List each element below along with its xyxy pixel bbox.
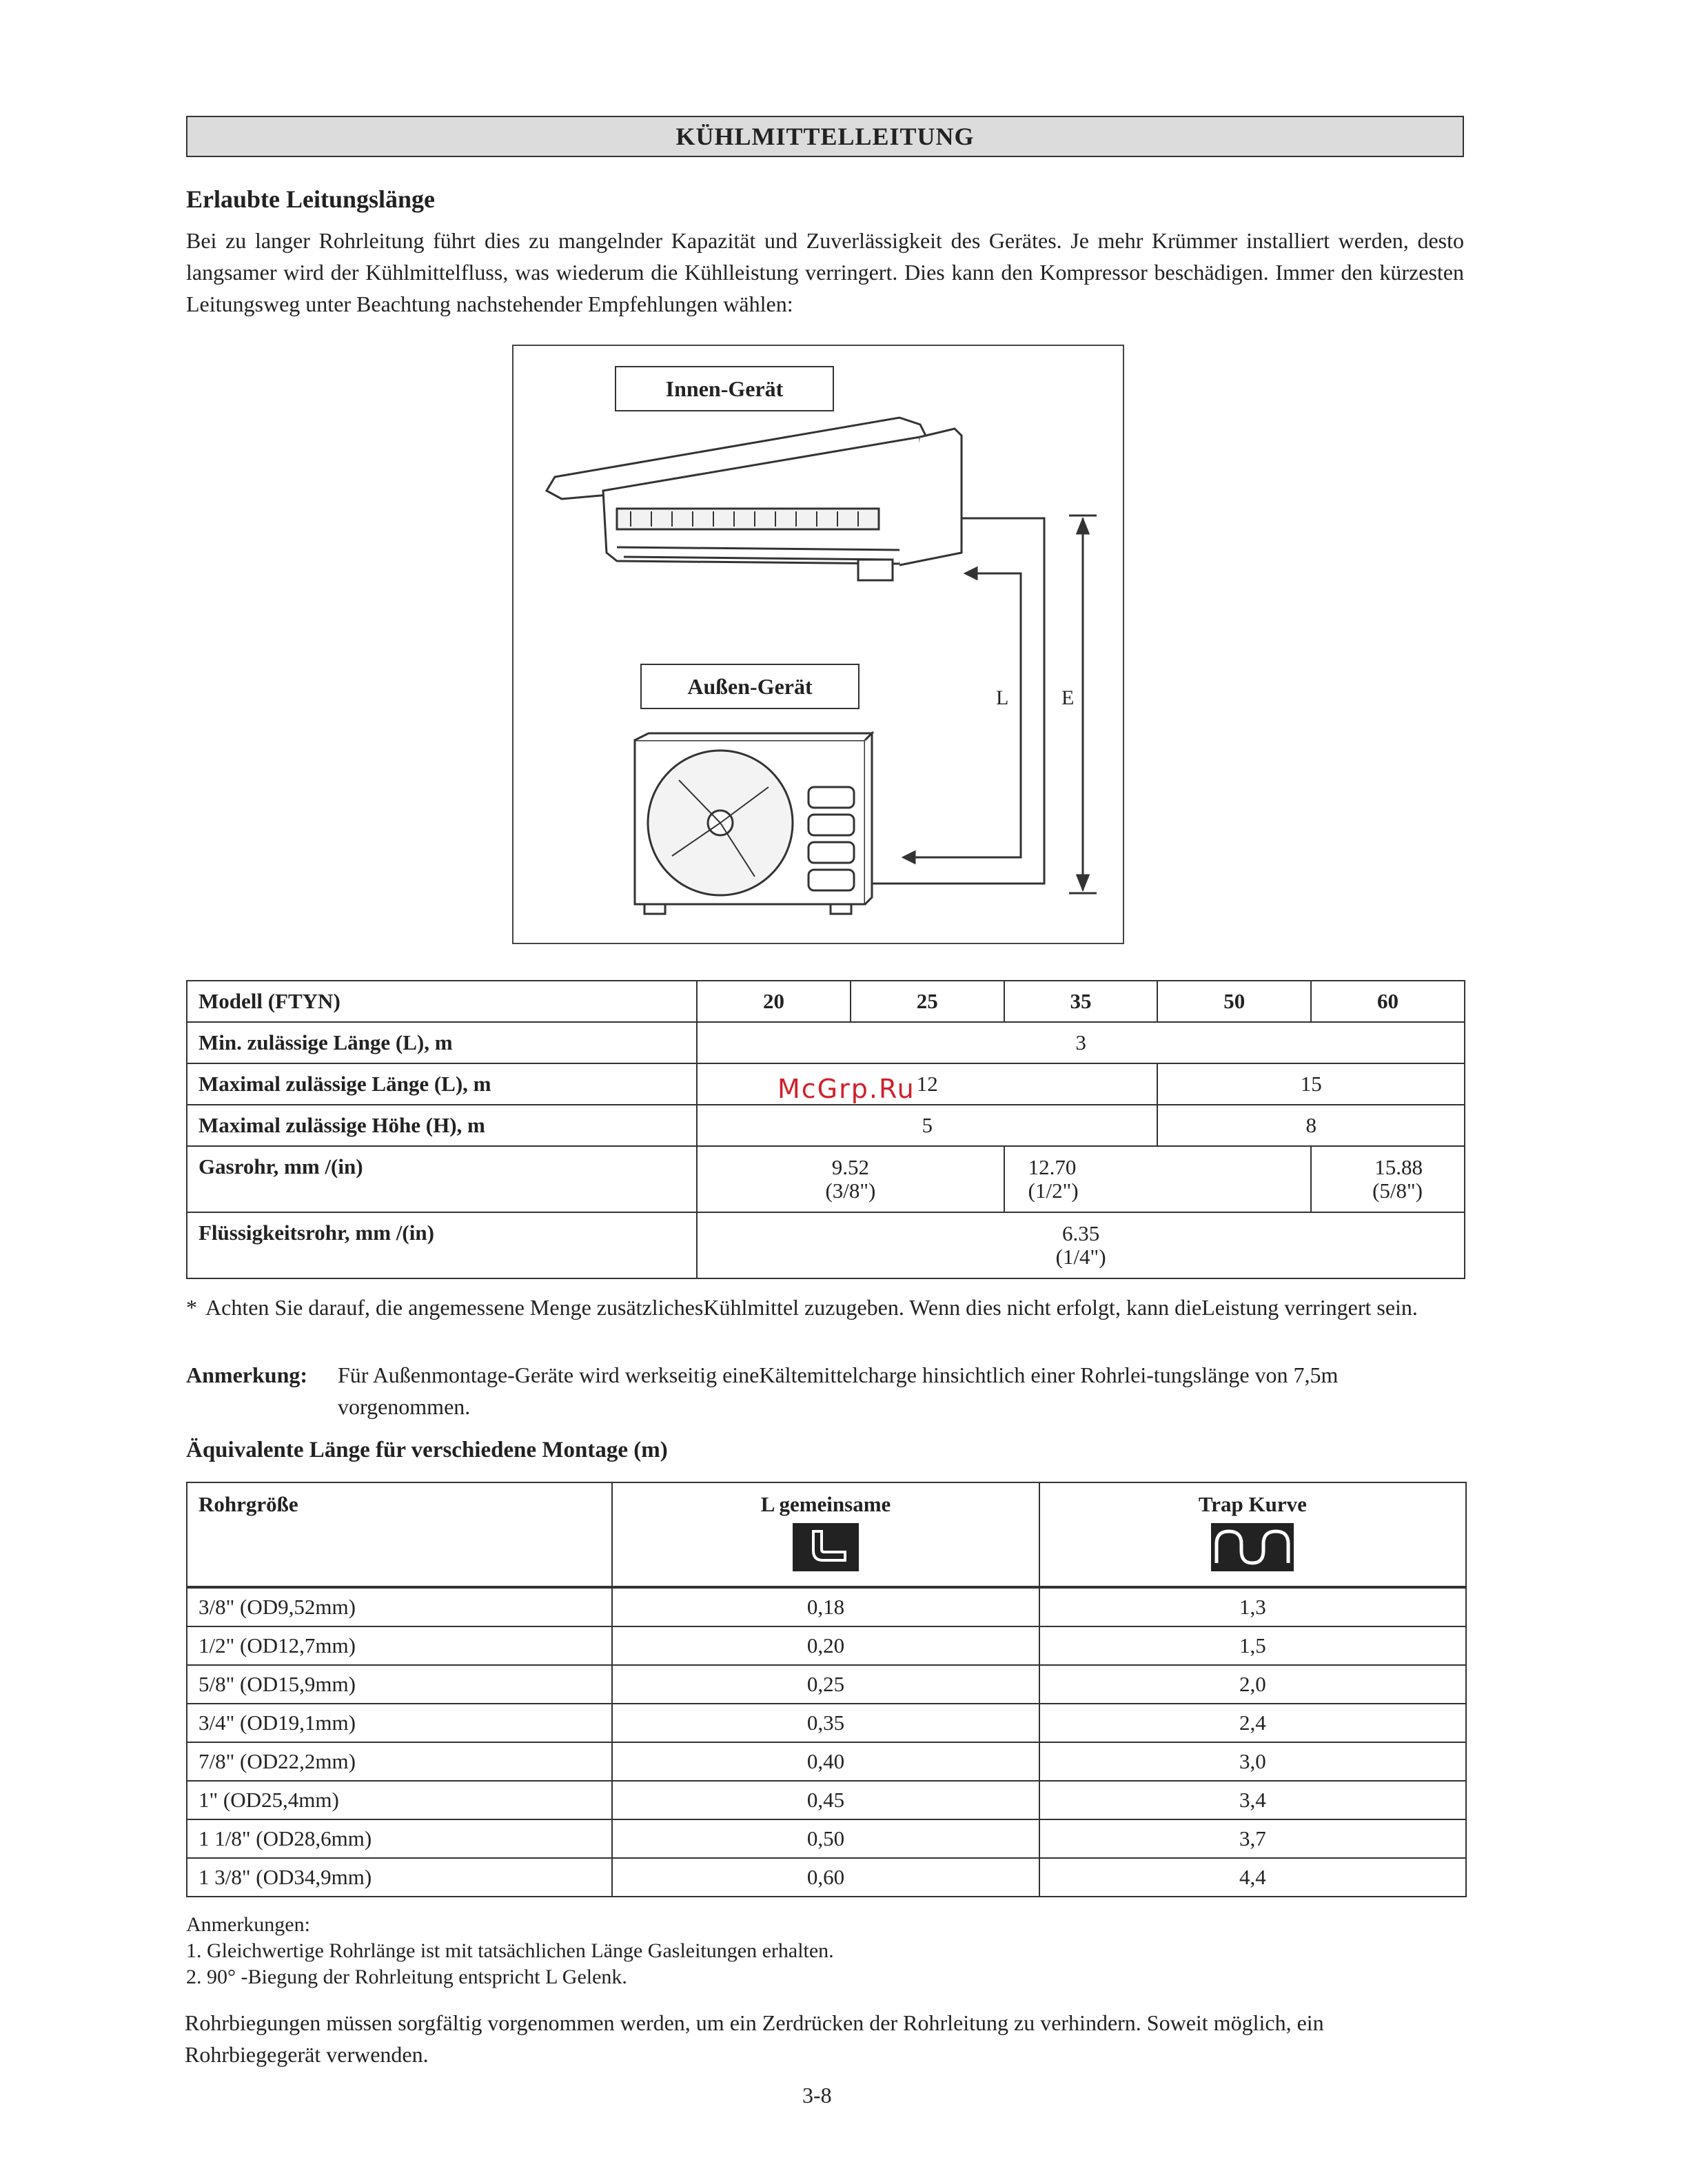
remark-text: Für Außenmontage-Geräte wird werkseitig eineKältemittelcharge hinsichtlich einer Rohrlei-tungslänge von 7,5m vorgenommen.: [338, 1363, 1339, 1419]
table-row: [187, 1742, 1466, 1781]
cell-l: 0,50: [612, 1819, 1039, 1858]
cell-l: 0,20: [612, 1626, 1039, 1665]
max-height-value-b: 8: [1157, 1105, 1465, 1146]
gas-a-mm: 9.52: [831, 1155, 870, 1179]
outdoor-unit-label: Außen-Gerät: [687, 673, 813, 699]
cell-trap: 2,4: [1039, 1704, 1466, 1742]
gas-pipe-value-c: [1311, 1146, 1465, 1212]
notes-item-2: 2. 90° -Biegung der Rohrleitung entspricht L Gelenk.: [186, 1966, 627, 1988]
pipe-size-header: [187, 1482, 612, 1587]
cell-l: 0,60: [612, 1858, 1039, 1897]
model-25: 25: [851, 981, 1004, 1022]
page-header: [186, 116, 1464, 157]
gas-c-in: (5/8"): [1372, 1178, 1423, 1203]
cell-l: 0,18: [612, 1587, 1039, 1626]
dimension-e-label: E: [1061, 686, 1075, 709]
installation-figure: [512, 345, 1124, 944]
max-height-row: [187, 1105, 1465, 1146]
cell-l: 0,45: [612, 1781, 1039, 1819]
gas-c-mm: 15.88: [1374, 1155, 1423, 1179]
max-height-label: Maximal zulässige Höhe (H), m: [187, 1105, 697, 1146]
l-common-header-text: L gemeinsame: [760, 1492, 891, 1516]
cell-trap: 2,0: [1039, 1665, 1466, 1704]
table-row: [187, 1781, 1466, 1819]
liquid-pipe-value: [697, 1212, 1465, 1278]
gas-a-in: (3/8"): [825, 1178, 876, 1203]
footnote-star: *: [186, 1295, 197, 1320]
cell-size: 3/8" (OD9,52mm): [187, 1587, 612, 1626]
table-row: [187, 1626, 1466, 1665]
cell-trap: 1,5: [1039, 1626, 1466, 1665]
cell-trap: 3,7: [1039, 1819, 1466, 1858]
cell-size: 7/8" (OD22,2mm): [187, 1742, 612, 1781]
cell-size: 1/2" (OD12,7mm): [187, 1626, 612, 1665]
liquid-pipe-row: [187, 1212, 1465, 1278]
model-header: Modell (FTYN): [187, 981, 697, 1022]
min-length-value: 3: [697, 1022, 1465, 1063]
min-length-label: Min. zulässige Länge (L), m: [187, 1022, 697, 1063]
gas-pipe-label: Gasrohr, mm /(in): [187, 1146, 697, 1212]
cell-trap: 3,0: [1039, 1742, 1466, 1781]
intro-paragraph: Bei zu langer Rohrleitung führt dies zu mangelnder Kapazität und Zuverlässigkeit des Gerätes. Je mehr Krümmer installiert werden, desto langsamer wird der Kühlmittelfluss, was wiederum die Kühlleistung verringert. Dies kann den Kompressor beschädigen. Immer den kürzesten Leitungsweg unter Beachtung nachstehender Empfehlungen wählen:: [186, 228, 1464, 316]
liquid-mm: 6.35: [1061, 1221, 1100, 1245]
model-20: 20: [697, 981, 851, 1022]
pipe-spec-table: [186, 980, 1465, 1279]
cell-size: 3/4" (OD19,1mm): [187, 1704, 612, 1742]
gas-pipe-value-b: [1004, 1146, 1311, 1212]
pipe-size-header-text: Rohrgröße: [199, 1492, 298, 1516]
cell-size: 1" (OD25,4mm): [187, 1781, 612, 1819]
trap-curve-header-text: Trap Kurve: [1198, 1492, 1307, 1516]
refrigerant-piping: [872, 518, 1044, 884]
table-row: [187, 1858, 1466, 1897]
l-common-header: [612, 1482, 1039, 1587]
installation-drawing: [513, 346, 1123, 943]
model-50: 50: [1157, 981, 1311, 1022]
liquid-in: (1/4"): [1055, 1245, 1106, 1269]
table-row: [187, 1587, 1466, 1626]
max-height-value-a: 5: [697, 1105, 1157, 1146]
gas-pipe-value-a: [697, 1146, 1004, 1212]
table-row: [187, 1819, 1466, 1858]
outdoor-unit-drawing: [635, 733, 872, 914]
trap-curve-icon: [1211, 1523, 1294, 1571]
section-title-pipe-length: Erlaubte Leitungslänge: [186, 185, 436, 213]
cell-size: 5/8" (OD15,9mm): [187, 1665, 612, 1704]
spec-header-row: [187, 981, 1465, 1022]
section-title-equivalent-length: Äquivalente Länge für verschiedene Montage (m): [186, 1438, 668, 1462]
notes-title: Anmerkungen:: [186, 1913, 310, 1936]
closing-paragraph: Rohrbiegungen müssen sorgfältig vorgenommen werden, um ein Zerdrücken der Rohrleitung zu verhindern. Soweit möglich, ein Rohrbiegegerät verwenden.: [185, 2010, 1324, 2067]
dimension-l-label: L: [996, 686, 1009, 709]
eq-table-body: [187, 1587, 1466, 1897]
max-length-value-a: 12: [697, 1063, 1157, 1105]
cell-l: 0,35: [612, 1704, 1039, 1742]
cell-l: 0,25: [612, 1665, 1039, 1704]
watermark-text: McGrp.Ru: [777, 1074, 915, 1104]
indoor-unit-label: Innen-Gerät: [665, 376, 784, 401]
min-length-row: [187, 1022, 1465, 1063]
cell-trap: 1,3: [1039, 1587, 1466, 1626]
cell-size: 1 3/8" (OD34,9mm): [187, 1858, 612, 1897]
page-number: 3-8: [802, 2083, 832, 2108]
max-length-value-b: 15: [1157, 1063, 1465, 1105]
liquid-pipe-label: Flüssigkeitsrohr, mm /(in): [187, 1212, 697, 1278]
gas-b-in: (1/2"): [1028, 1178, 1079, 1203]
cell-l: 0,40: [612, 1742, 1039, 1781]
footnote-text: Achten Sie darauf, die angemessene Menge zusätzlichesKühlmittel zuzugeben. Wenn dies nicht erfolgt, kann dieLeistung verringert sein.: [205, 1295, 1418, 1320]
model-60: 60: [1311, 981, 1465, 1022]
notes-item-1: 1. Gleichwertige Rohrlänge ist mit tatsächlichen Länge Gasleitungen erhalten.: [186, 1939, 834, 1962]
eq-header-row: [187, 1482, 1466, 1587]
cell-trap: 3,4: [1039, 1781, 1466, 1819]
indoor-unit-drawing: [547, 418, 962, 580]
gas-pipe-row: [187, 1146, 1465, 1212]
header-title: KÜHLMITTELLEITUNG: [675, 123, 975, 150]
equivalent-length-table: [186, 1482, 1467, 1897]
cell-trap: 4,4: [1039, 1858, 1466, 1897]
gas-b-mm: 12.70: [1028, 1155, 1077, 1179]
model-35: 35: [1004, 981, 1158, 1022]
l-elbow-icon: [793, 1523, 859, 1571]
remark-label: Anmerkung:: [186, 1363, 308, 1387]
table-row: [187, 1665, 1466, 1704]
trap-curve-header: [1039, 1482, 1466, 1587]
cell-size: 1 1/8" (OD28,6mm): [187, 1819, 612, 1858]
max-length-label: Maximal zulässige Länge (L), m: [187, 1063, 697, 1105]
table-row: [187, 1704, 1466, 1742]
